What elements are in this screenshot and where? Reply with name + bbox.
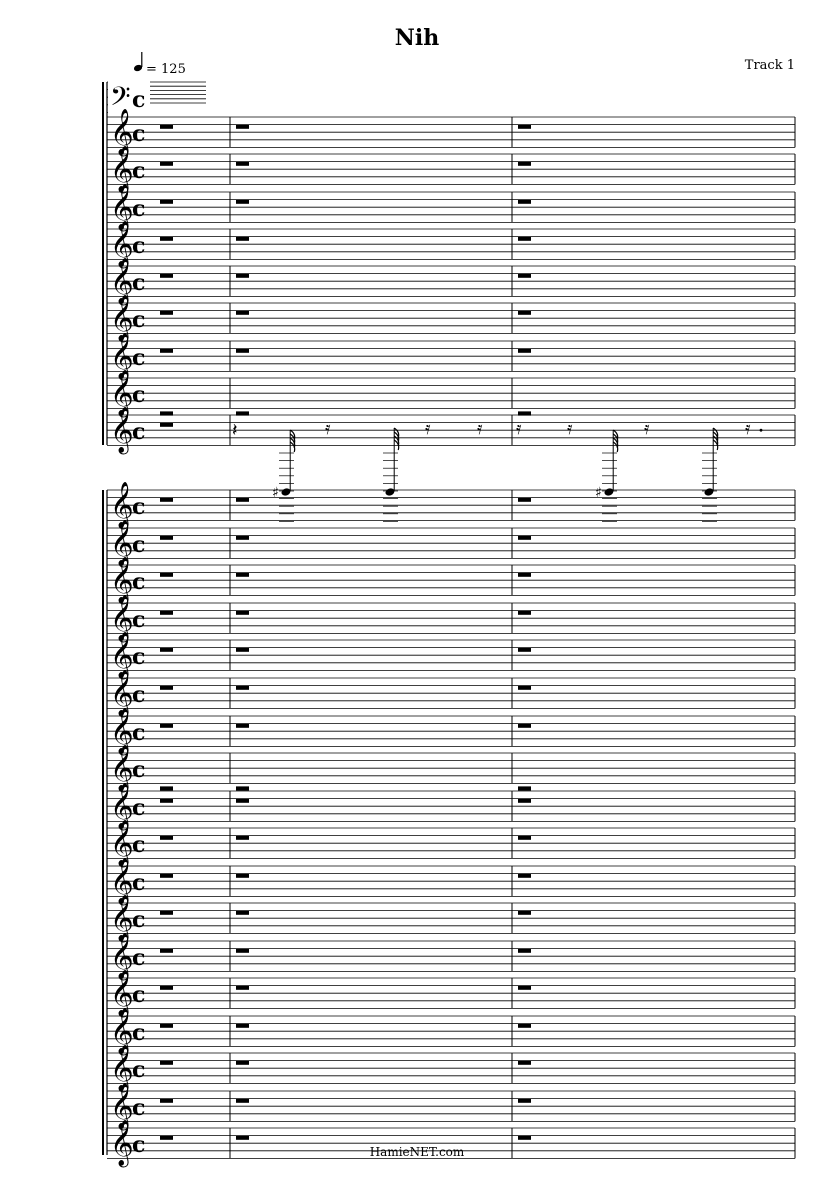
note [702, 428, 718, 521]
whole-rest [518, 724, 531, 728]
treble-clef-icon: 𝄞 [110, 744, 134, 791]
treble-clef-icon: 𝄞 [110, 1119, 134, 1166]
staff-13 [107, 595, 795, 643]
time-signature: c [132, 157, 146, 184]
whole-rest [518, 536, 531, 540]
sixteenth-rest: 𝄿 [745, 418, 751, 440]
whole-rest [160, 349, 173, 353]
time-signature: c [132, 906, 146, 933]
treble-clef-icon: 𝄞 [110, 556, 134, 603]
treble-clef-icon: 𝄞 [110, 707, 134, 754]
whole-rest [518, 836, 531, 840]
treble-clef-icon: 𝄞 [110, 294, 134, 341]
whole-rest [236, 1024, 249, 1028]
staff-27 [107, 1120, 795, 1168]
treble-clef-icon: 𝄞 [110, 894, 134, 941]
whole-rest [160, 611, 173, 615]
treble-clef-icon: 𝄞 [110, 183, 134, 230]
staff-17 [107, 745, 795, 793]
staff-4 [107, 221, 795, 269]
whole-rest [160, 1099, 173, 1103]
treble-clef-icon: 𝄞 [110, 369, 134, 416]
whole-rest [160, 125, 173, 129]
whole-rest [160, 237, 173, 241]
time-signature: c [132, 1056, 146, 1083]
time-signature: c [132, 493, 146, 520]
time-signature: c [132, 643, 146, 670]
staff-8 [107, 370, 795, 418]
whole-rest [160, 200, 173, 204]
staff-23 [107, 970, 795, 1018]
whole-rest [236, 274, 249, 278]
whole-rest [236, 799, 249, 803]
time-signature: c [132, 1131, 146, 1158]
tempo-value: = 125 [146, 62, 186, 77]
staff-16 [107, 708, 795, 756]
whole-rest [236, 786, 249, 790]
whole-rest [518, 349, 531, 353]
sixteenth-rest: 𝄿 [567, 418, 573, 440]
treble-clef-icon: 𝄞 [110, 481, 134, 528]
whole-rest [518, 1061, 531, 1065]
time-signature: c [132, 531, 146, 558]
treble-clef-icon: 𝄞 [110, 1082, 134, 1129]
treble-clef-icon: 𝄞 [110, 145, 134, 192]
treble-clef-icon: 𝄞 [110, 782, 134, 829]
time-signature: c [132, 381, 146, 408]
whole-rest [518, 1099, 531, 1103]
time-signature: c [132, 195, 146, 222]
whole-rest [160, 949, 173, 953]
whole-rest [160, 874, 173, 878]
whole-rest [236, 498, 249, 502]
whole-rest [518, 125, 531, 129]
treble-clef-icon: 𝄞 [110, 108, 134, 155]
whole-rest [236, 874, 249, 878]
staff-20 [107, 858, 795, 906]
time-signature: c [132, 568, 146, 595]
whole-rest [518, 311, 531, 315]
staff-15 [107, 670, 795, 718]
staff-10 [107, 482, 795, 530]
staff-6 [107, 295, 795, 343]
treble-clef-icon: 𝄞 [110, 932, 134, 979]
whole-rest [160, 648, 173, 652]
whole-rest [236, 648, 249, 652]
staff-18 [107, 783, 795, 831]
time-signature: c [132, 606, 146, 633]
whole-rest [160, 799, 173, 803]
treble-clef-icon: 𝄞 [110, 819, 134, 866]
treble-clef-icon: 𝄞 [110, 969, 134, 1016]
whole-rest [236, 1099, 249, 1103]
sixteenth-rest: 𝄿 [325, 418, 331, 440]
staff-21 [107, 895, 795, 943]
whole-rest [160, 311, 173, 315]
whole-rest [160, 911, 173, 915]
sharp-icon: ♯ [595, 485, 602, 501]
whole-rest [518, 786, 531, 790]
whole-rest [160, 786, 173, 790]
whole-rest [236, 611, 249, 615]
staff-19 [107, 820, 795, 868]
whole-rest [160, 536, 173, 540]
staff-22 [107, 933, 795, 981]
staff-2 [107, 146, 795, 194]
whole-rest [518, 949, 531, 953]
time-signature: c [132, 418, 146, 445]
whole-rest [518, 648, 531, 652]
time-signature: c [132, 1094, 146, 1121]
time-signature: c [132, 344, 146, 371]
whole-rest [518, 498, 531, 502]
whole-rest [518, 573, 531, 577]
time-signature: c [132, 120, 146, 147]
staff-3 [107, 184, 795, 232]
staff-11 [107, 520, 795, 568]
whole-rest [236, 125, 249, 129]
whole-rest [518, 1024, 531, 1028]
time-signature: c [132, 831, 146, 858]
treble-clef-icon: 𝄞 [110, 631, 134, 678]
whole-rest [236, 724, 249, 728]
whole-rest [160, 986, 173, 990]
time-signature: c [132, 869, 146, 896]
whole-rest [236, 162, 249, 166]
staff-1 [107, 109, 795, 157]
staff-24 [107, 1008, 795, 1056]
treble-clef-icon: 𝄞 [110, 332, 134, 379]
time-signature: c [132, 756, 146, 783]
whole-rest [236, 949, 249, 953]
whole-rest [518, 200, 531, 204]
whole-rest [160, 1136, 173, 1140]
whole-rest [518, 799, 531, 803]
whole-rest [160, 1024, 173, 1028]
note [272, 430, 295, 521]
quarter-rest: 𝄽 [232, 420, 238, 442]
whole-rest [518, 237, 531, 241]
note [383, 428, 399, 521]
whole-rest [236, 311, 249, 315]
whole-rest [236, 686, 249, 690]
whole-rest [518, 611, 531, 615]
whole-rest [518, 162, 531, 166]
whole-rest [160, 686, 173, 690]
treble-clef-icon: 𝄞 [110, 1044, 134, 1091]
staff-12 [107, 557, 795, 605]
time-signature: c [132, 681, 146, 708]
treble-clef-icon: 𝄞 [110, 519, 134, 566]
sharp-icon: ♯ [272, 485, 279, 501]
whole-rest [236, 911, 249, 915]
treble-clef-icon: 𝄞 [110, 406, 134, 453]
staff-26 [107, 1083, 795, 1131]
treble-clef-icon: 𝄞 [110, 1007, 134, 1054]
sixteenth-rest: 𝄿 [644, 418, 650, 440]
staff-25 [107, 1045, 795, 1093]
dot [760, 429, 763, 432]
whole-rest [236, 536, 249, 540]
whole-rest [236, 573, 249, 577]
whole-rest [236, 836, 249, 840]
whole-rest [160, 423, 173, 427]
staff-7 [107, 333, 795, 381]
whole-rest [518, 911, 531, 915]
time-signature: c [132, 981, 146, 1008]
time-signature: c [132, 1019, 146, 1046]
whole-rest [518, 986, 531, 990]
staff-14 [107, 632, 795, 680]
time-signature: c [132, 232, 146, 259]
whole-rest [160, 274, 173, 278]
whole-rest [518, 274, 531, 278]
whole-rest [236, 986, 249, 990]
time-signature: c [132, 86, 146, 113]
note [595, 430, 618, 521]
staff-5 [107, 258, 795, 306]
treble-clef-icon: 𝄞 [110, 669, 134, 716]
whole-rest [236, 1061, 249, 1065]
sixteenth-rest: 𝄿 [477, 418, 483, 440]
score-title: Nih [394, 25, 440, 51]
whole-rest [160, 1061, 173, 1065]
whole-rest [160, 498, 173, 502]
time-signature: c [132, 306, 146, 333]
bass-clef-icon: 𝄢 [110, 80, 131, 119]
whole-rest [160, 836, 173, 840]
time-signature: c [132, 944, 146, 971]
whole-rest [518, 1136, 531, 1140]
footer-credit: HamieNET.com [369, 1145, 465, 1159]
whole-rest [160, 724, 173, 728]
treble-clef-icon: 𝄞 [110, 857, 134, 904]
whole-rest [160, 573, 173, 577]
time-signature: c [132, 794, 146, 821]
melody-staff-top [107, 407, 795, 522]
whole-rest [236, 1136, 249, 1140]
whole-rest [518, 874, 531, 878]
whole-rest [518, 686, 531, 690]
tempo-marking [133, 52, 186, 77]
sixteenth-rest: 𝄿 [425, 418, 431, 440]
time-signature: c [132, 269, 146, 296]
sixteenth-rest: 𝄿 [516, 418, 522, 440]
whole-rest [236, 200, 249, 204]
treble-clef-icon: 𝄞 [110, 257, 134, 304]
whole-rest [160, 162, 173, 166]
whole-rest [236, 237, 249, 241]
time-signature: c [132, 719, 146, 746]
treble-clef-icon: 𝄞 [110, 594, 134, 641]
instrument-label: Track 1 [744, 58, 795, 73]
treble-clef-icon: 𝄞 [110, 220, 134, 267]
whole-rest [236, 349, 249, 353]
